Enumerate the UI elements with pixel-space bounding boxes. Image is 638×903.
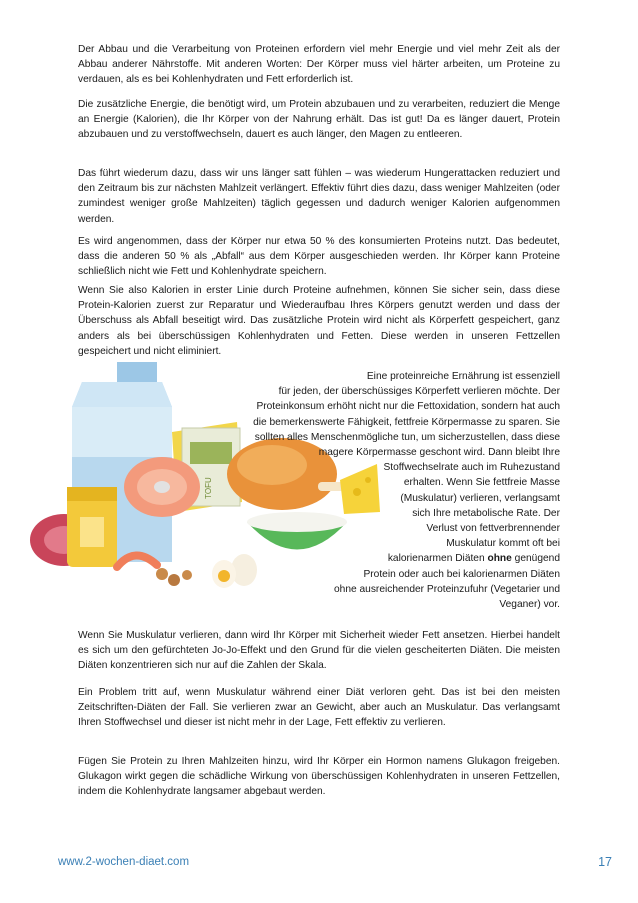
bold-text: ohne bbox=[487, 553, 512, 565]
paragraph-3: Das führt wiederum dazu, dass wir uns länger satt fühlen – was wiederum Hungerattacken reduziert und den Zeitraum bis zur nächsten Mahlzeit verlängert. Effektiv führt dies dazu, dass weniger Mahlzeiten (oder zumindest weniger große Mahlzeiten) täglich gegessen und dadurch weniger Kalorien aufgenommen werden. bbox=[78, 168, 560, 225]
wrapped-line: Stoffwechselrate auch im Ruhezustand bbox=[383, 462, 560, 474]
wrapped-line: (Muskulatur) verlieren, verlangsamt bbox=[400, 492, 560, 504]
wrapped-line: sich Ihre metabolische Rate. Der bbox=[412, 507, 560, 519]
paragraph-2: Die zusätzliche Energie, die benötigt wird, um Protein abzubauen und zu verarbeiten, reduziert die Menge an Energie (Kalorien), die Ihr Körper von der Nahrung erhält. Das ist gut! Da es länger dauert, Protein abzubauen und zu verstoffwechseln, dauert es auch länger, den Magen zu entleeren. bbox=[78, 99, 560, 141]
wrapped-line: für jeden, der überschüssiges Körperfett verlieren möchte. Der bbox=[278, 386, 560, 398]
wrapped-line: sollten alles Menschenmögliche tun, um sicherzustellen, dass diese bbox=[254, 431, 560, 443]
wrapped-line: die bemerkenswerte Fähigkeit, fettfreie Körpermasse zu sparen. Sie bbox=[253, 416, 560, 428]
wrapped-line: Veganer) vor. bbox=[499, 599, 560, 611]
text-segment: genügend bbox=[511, 553, 560, 565]
paragraph-6: Wenn Sie Muskulatur verlieren, dann wird Ihr Körper mit Sicherheit wieder Fett ansetzen. Hierbei handelt es sich um den gefürchteten Jo-Jo-Effekt und den Grund für die vielen gescheiterten Diäten. Die meisten Diäten konzentrieren sich nur auf die Zahlen der Skala. bbox=[78, 630, 560, 672]
paragraph-5: Wenn Sie also Kalorien in erster Linie durch Proteine aufnehmen, können Sie sicher sein, dass diese Protein-Kalorien zuerst zur Reparatur und Wiederaufbau Ihres Körpers genutzt werden und dass der Überschuss als Abfall beseitigt wird. Das zusätzliche Protein wird nicht als Körperfett gespeichert, ganz anders als bei überschüssigen Kohlenhydraten und Fetten. Diese werden in unseren Fettzellen gespeichert und nicht eliminiert. bbox=[78, 285, 560, 357]
page-number: 17 bbox=[598, 855, 612, 869]
wrapped-line: Protein oder auch bei kalorienarmen Diäten bbox=[363, 568, 560, 580]
wrapped-line: Eine proteinreiche Ernährung ist essenziell bbox=[366, 371, 560, 382]
paragraph-4: Es wird angenommen, dass der Körper nur etwa 50 % des konsumierten Proteins nutzt. Das bedeutet, dass die anderen 50 % als „Abfall“ aus dem Körper ausgeschieden werden. Ihr Körper kann Proteine schließlich nicht wie Fett und Kohlenhydrate speichern. bbox=[78, 236, 560, 278]
paragraph-7: Ein Problem tritt auf, wenn Muskulatur während einer Diät verloren geht. Das ist bei den meisten Zeitschriften-Diäten der Fall. Sie verlieren zwar an Gewicht, aber auch an Muskulatur. Das verlangsamt Ihren Stoffwechsel und dieser ist nicht mehr in der Lage, Fett effektiv zu verlieren. bbox=[78, 687, 560, 729]
website-link[interactable]: www.2-wochen-diaet.com bbox=[58, 856, 190, 868]
paragraph-8: Fügen Sie Protein zu Ihren Mahlzeiten hinzu, wird Ihr Körper ein Hormon namens Glukagon freigeben. Glukagon wirkt gegen die schädliche Wirkung von überschüssigen Kohlenhydraten in unseren Fettzellen, indem die Kohlenhydrate langsamer abgebaut werden. bbox=[78, 756, 560, 798]
wrapped-line: erhalten. Wenn Sie fettfreie Masse bbox=[403, 477, 560, 489]
wrapped-line: Proteinkonsum erhöht nicht nur die Fettoxidation, sondern hat auch bbox=[256, 401, 560, 413]
wrapped-paragraph bbox=[160, 369, 560, 612]
wrapped-line-bold bbox=[160, 551, 560, 566]
paragraph-1: Der Abbau und die Verarbeitung von Proteinen erfordern viel mehr Energie und viel mehr Zeit als der Abbau anderer Nährstoffe. Mit anderen Worten: Der Körper muss viel härter arbeiten, um Proteine zu verdauen, als es bei Kohlenhydraten und Fett erforderlich ist. bbox=[78, 44, 560, 86]
tofu-label: TOFU bbox=[204, 477, 213, 499]
wrapped-line: Verlust von fettverbrennender bbox=[426, 523, 560, 535]
wrapped-line: Muskulatur kommt oft bei bbox=[446, 538, 560, 550]
text-segment: kalorienarmen Diäten bbox=[387, 553, 488, 565]
wrapped-line: magere Körpermasse geschont wird. Dann bleibt Ihre bbox=[318, 447, 560, 459]
wrapped-line: ohne ausreichender Proteinzufuhr (Vegetarier und bbox=[334, 583, 560, 595]
